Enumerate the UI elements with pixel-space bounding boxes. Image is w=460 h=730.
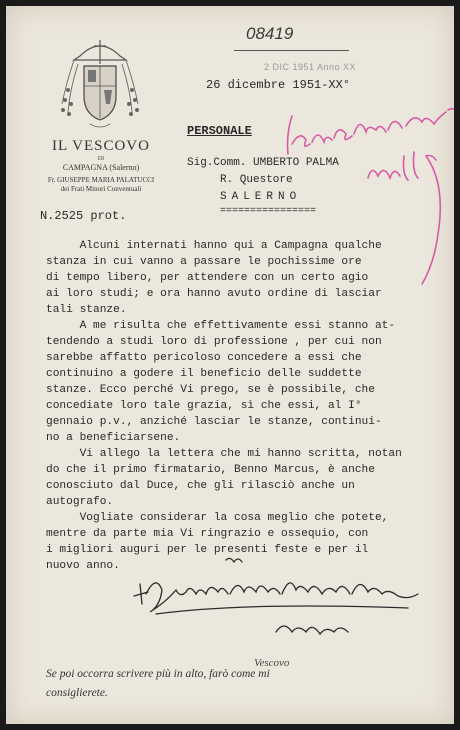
recipient-office: R. Questore [220,174,293,186]
body-line: tali stanze. [46,304,127,316]
letter-sheet [6,6,454,724]
body-line: tendendo a studi loro di professione , per cui non [46,336,382,348]
body-line: stanze. Ecco perché Vi prego, se è possibile, che [46,384,375,396]
handwritten-postscript-line: consiglierete. [46,687,108,699]
recipient-name: Sig.Comm. UMBERTO PALMA [187,157,339,169]
signature-title: Vescovo [254,657,290,669]
letterhead-title: IL VESCOVO [52,138,150,154]
received-stamp: 2 DIC 1951 Anno XX [264,62,357,72]
body-line: nuovo anno. [46,560,120,572]
body-line: Vogliate considerar la cosa meglio che potete, [46,512,389,524]
body-line: Vi allego la lettera che mi hanno scritta, notan [46,448,402,460]
body-line: i migliori auguri per le presenti feste e per il [46,544,369,556]
body-line: gennaio p.v., anziché lasciar le stanze, continui- [46,416,382,428]
body-line: continuino a godere il beneficio delle suddette [46,368,362,380]
handwritten-signature [126,554,426,664]
body-line: conosciuto dal Duce, che gli rilasciò anche un [46,480,355,492]
archive-number: 08419 [246,24,294,43]
body-line: do che il primo firmatario, Benno Marcus, è anche [46,464,375,476]
letterhead-di: DI [97,156,105,162]
body-line: di tempo libero, per attendere con un certo agio [46,272,369,284]
body-line: concediate loro tale grazia, sì che essi, al I° [46,400,362,412]
body-line: A me risulta che effettivamente essi stanno at- [46,320,396,332]
protocol-number: N.2525 prot. [40,209,127,223]
coat-of-arms-icon [60,34,140,134]
body-line: ai loro studi; e ora hanno avuto ordine di lasciar [46,288,382,300]
address-rule: ================ [220,206,317,217]
body-line: stanza in cui vanno a passare le pochissime ore [46,256,362,268]
handwritten-postscript-line: Se poi occorra scrivere più in alto, farò come mi [46,668,270,680]
body-line: Alcuni internati hanno qui a Campagna qualche [46,240,382,252]
body-line: autografo. [46,496,114,508]
letterhead-order: dei Frati Minori Conventuali [60,185,142,193]
subject-personale: PERSONALE [187,124,252,138]
body-line: mentre da parte mia Vi ringrazio e ossequio, con [46,528,369,540]
letterhead-name: Fr. GIUSEPPE MARIA PALATUCCI [47,176,155,184]
recipient-city: SALERNO [220,191,302,203]
letterhead-diocese: CAMPAGNA (Salerno) [62,163,140,172]
archive-number-underline [234,50,349,51]
body-line: no a beneficiarsene. [46,432,181,444]
body-line: sarebbe affatto pericoloso concedere a essi che [46,352,362,364]
letter-date: 26 dicembre 1951-XX° [206,78,351,92]
